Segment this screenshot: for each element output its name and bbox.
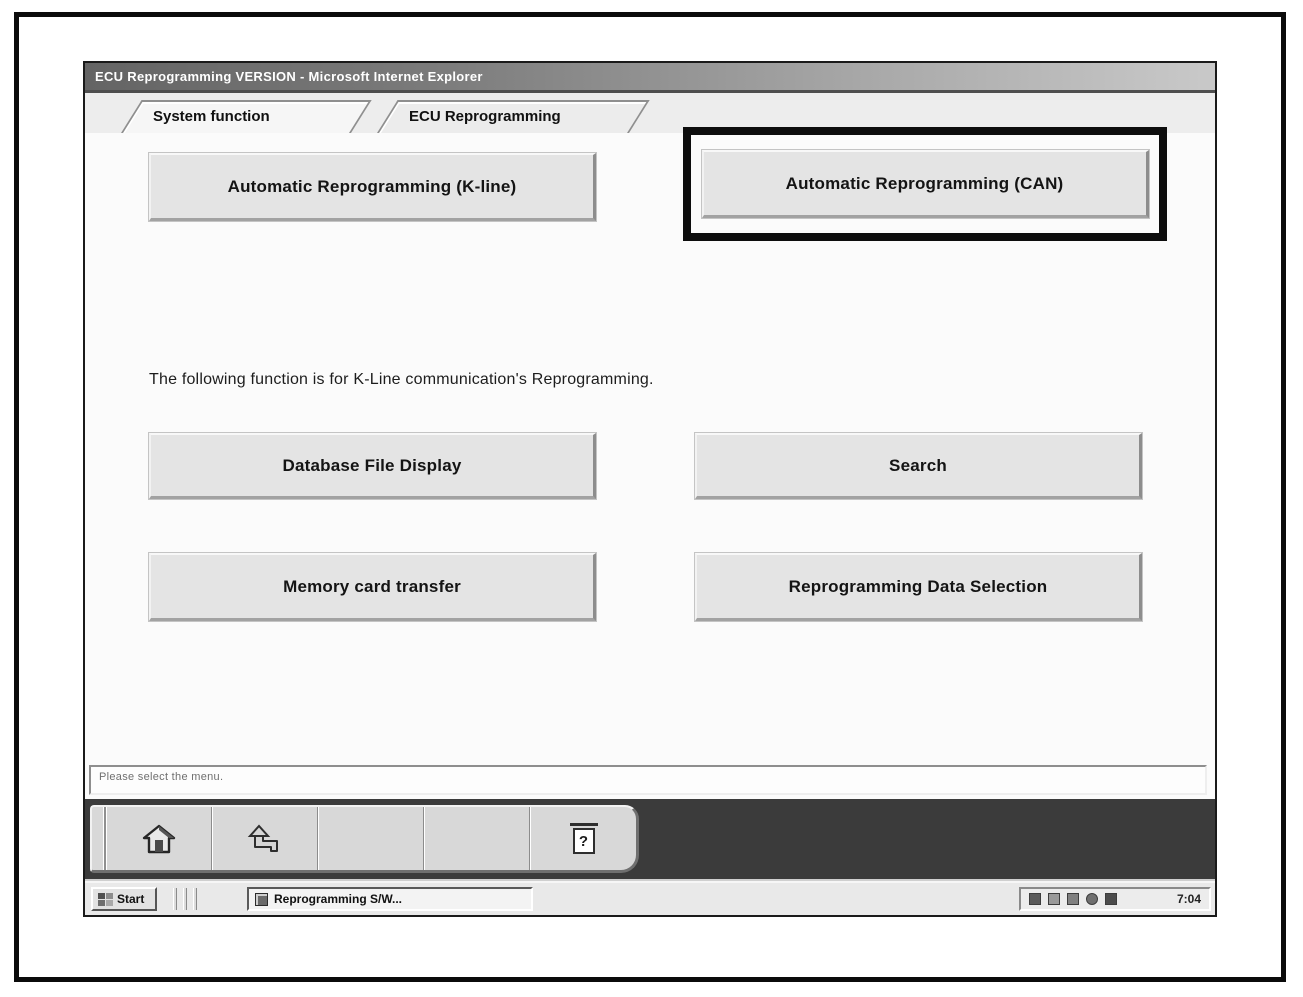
search-button[interactable]: Search <box>695 433 1142 499</box>
highlight-frame <box>683 127 1167 241</box>
tray-icon[interactable] <box>1086 893 1098 905</box>
tab-label: ECU Reprogramming <box>408 108 561 125</box>
windows-flag-icon <box>98 893 113 906</box>
tab-label: System function <box>152 108 270 125</box>
start-button[interactable] <box>91 887 157 911</box>
app-window-icon <box>255 893 268 906</box>
quicklaunch-divider <box>193 888 197 910</box>
memory-card-transfer-button[interactable]: Memory card transfer <box>149 553 596 621</box>
start-label: Start <box>117 892 145 906</box>
toolbar-grip <box>92 807 106 870</box>
tray-icon[interactable] <box>1067 893 1079 905</box>
tray-icon[interactable] <box>1105 893 1117 905</box>
help-button[interactable] <box>530 807 636 870</box>
help-glyph: ? <box>573 828 595 854</box>
quicklaunch-divider <box>183 888 187 910</box>
taskbar-clock: 7:04 <box>1176 892 1201 906</box>
taskbar <box>85 881 1215 915</box>
task-button-label: Reprogramming S/W... <box>274 892 403 906</box>
taskbar-task-button[interactable] <box>247 887 533 911</box>
figure-frame <box>14 12 1286 982</box>
automatic-reprogramming-can-button[interactable]: Automatic Reprogramming (CAN) <box>702 150 1149 218</box>
kline-instruction-text: The following function is for K-Line communication's Reprogramming. <box>149 371 654 388</box>
main-content <box>85 133 1215 799</box>
tray-icon[interactable] <box>1048 893 1060 905</box>
toolbar-blank-slot-1 <box>318 807 424 870</box>
window-title: ECU Reprogramming VERSION - Microsoft Internet Explorer <box>95 69 483 84</box>
home-button[interactable] <box>106 807 212 870</box>
quicklaunch-divider <box>173 888 177 910</box>
toolbar-blank-slot-2 <box>424 807 530 870</box>
toolbar-strip <box>85 799 1215 881</box>
tab-ecu-reprogramming[interactable] <box>377 100 650 133</box>
return-button[interactable] <box>212 807 318 870</box>
help-icon <box>572 823 596 855</box>
tab-system-function[interactable] <box>121 100 372 133</box>
home-icon <box>141 823 177 855</box>
automatic-reprogramming-kline-button[interactable]: Automatic Reprogramming (K-line) <box>149 153 596 221</box>
status-message-bar <box>89 765 1207 795</box>
status-message: Please select the menu. <box>99 771 224 783</box>
toolbar <box>90 805 639 873</box>
return-arrow-icon <box>247 824 283 854</box>
screen-capture <box>83 61 1217 917</box>
reprogramming-data-selection-button[interactable]: Reprogramming Data Selection <box>695 553 1142 621</box>
tray-icon[interactable] <box>1029 893 1041 905</box>
database-file-display-button[interactable]: Database File Display <box>149 433 596 499</box>
system-tray <box>1019 887 1211 911</box>
window-titlebar <box>85 63 1215 93</box>
